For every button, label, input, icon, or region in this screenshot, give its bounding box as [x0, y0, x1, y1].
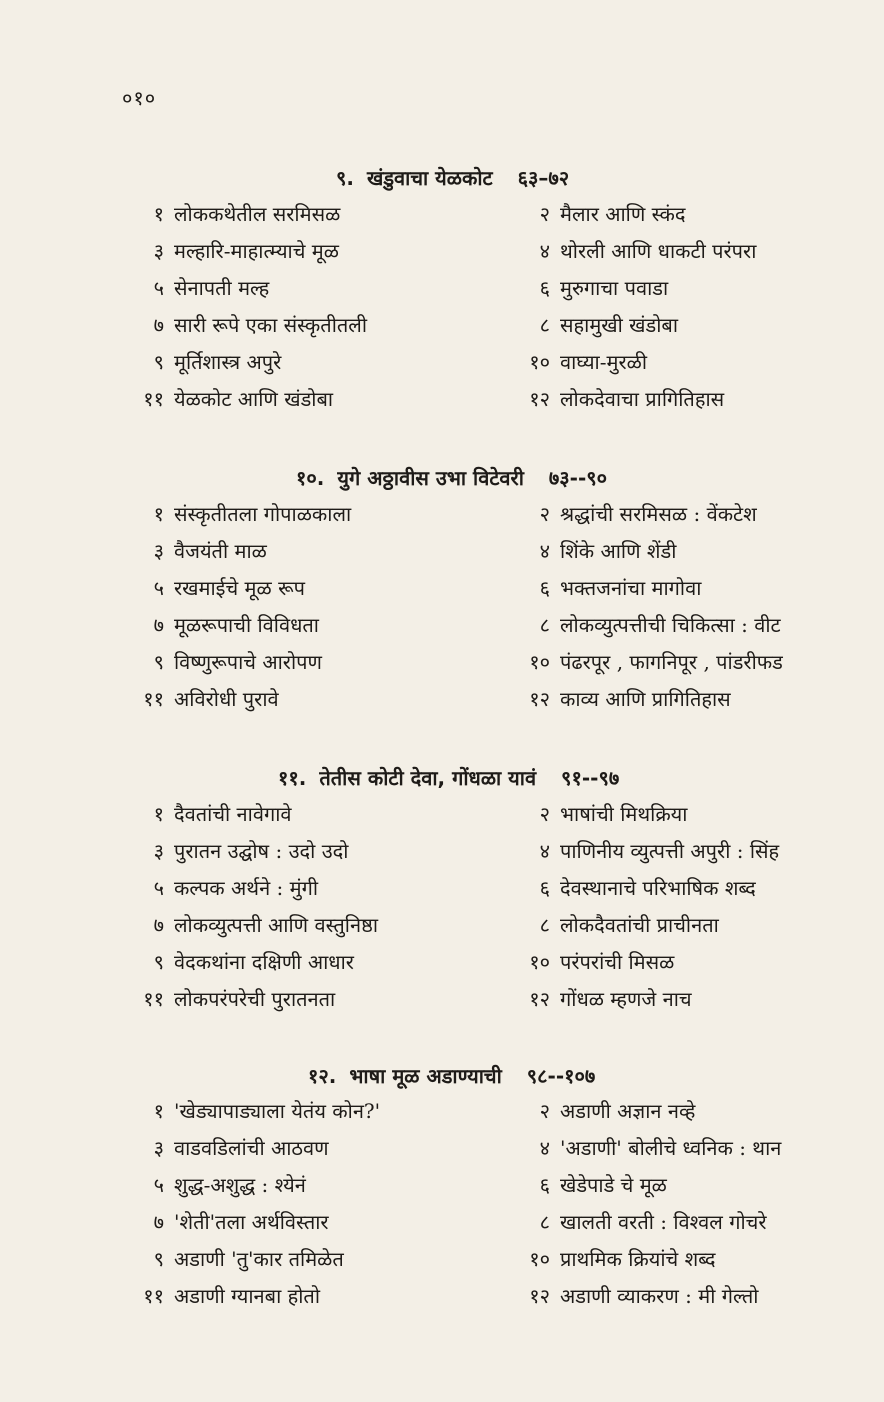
toc-entry	[524, 948, 674, 975]
toc-entry	[138, 1097, 380, 1124]
toc-entry	[524, 611, 781, 638]
entry-number: १	[153, 802, 164, 826]
entry-text: मूर्तिशास्त्र अपुरे	[174, 350, 282, 374]
entry-text: पुरातन उद्घोष : उदो उदो	[174, 839, 349, 863]
page-number: ०१०	[122, 86, 157, 110]
toc-row	[0, 537, 884, 574]
entry-number: ११	[143, 687, 164, 711]
chapter-heading	[308, 1062, 595, 1089]
entry-text: अडाणी व्याकरण : मी गेल्तो	[560, 1284, 759, 1308]
toc-entry	[524, 1134, 781, 1161]
entry-text: येळकोट आणि खंडोबा	[174, 387, 334, 411]
toc-entry	[524, 648, 783, 675]
entry-text: लोकव्युत्पत्ती आणि वस्तुनिष्ठा	[174, 913, 379, 937]
entry-text: शिंके आणि शेंडी	[560, 539, 677, 563]
toc-entry	[524, 311, 678, 338]
entry-text: सारी रूपे एका संस्कृतीतली	[174, 313, 368, 337]
toc-row	[0, 311, 884, 348]
entry-number: १२	[529, 687, 550, 711]
entry-number: ६	[539, 876, 550, 900]
entry-number: ५	[153, 576, 164, 600]
toc-row	[0, 1208, 884, 1245]
entry-number: ७	[153, 913, 164, 937]
entry-number: ६	[539, 276, 550, 300]
chapter-number: ११.	[278, 766, 307, 790]
chapter-heading	[336, 164, 569, 191]
toc-row	[0, 274, 884, 311]
toc-row	[0, 574, 884, 611]
toc-row	[0, 837, 884, 874]
toc-entry	[524, 348, 647, 375]
toc-entry	[138, 1171, 306, 1198]
entry-text: सेनापती मल्ह	[174, 276, 270, 300]
toc-row	[0, 874, 884, 911]
entry-text: प्राथमिक क्रियांचे शब्द	[560, 1247, 716, 1271]
toc-row	[0, 800, 884, 837]
entry-number: १	[153, 502, 164, 526]
toc-entry	[524, 500, 757, 527]
entry-text: देवस्थानाचे परिभाषिक शब्द	[560, 876, 756, 900]
chapter-title: तेतीस कोटी देवा, गोंधळा यावं	[319, 766, 537, 790]
entry-text: लोकव्युत्पत्तीची चिकित्सा : वीट	[560, 613, 781, 637]
entry-number: ८	[539, 313, 550, 337]
chapter-pages: ९१--९७	[561, 766, 620, 790]
entry-number: ४	[539, 839, 550, 863]
entry-text: 'खेड्यापाड्याला येतंय कोन?'	[174, 1099, 381, 1123]
entry-text: मल्हारि-माहात्म्याचे मूळ	[174, 239, 339, 263]
entry-text: रखमाईचे मूळ रूप	[174, 576, 305, 600]
entry-text: परंपरांची मिसळ	[560, 950, 675, 974]
toc-entry	[524, 274, 668, 301]
chapter-title: युगे अठ्ठावीस उभा विटेवरी	[337, 466, 524, 490]
entry-number: ८	[539, 913, 550, 937]
entry-number: १०	[529, 650, 550, 674]
entry-number: ९	[153, 350, 164, 374]
toc-entry	[138, 574, 305, 601]
toc-entry	[138, 911, 378, 938]
toc-entry	[524, 1245, 715, 1272]
entry-number: ३	[153, 239, 164, 263]
entry-number: ४	[539, 539, 550, 563]
entry-text: मैलार आणि स्कंद	[560, 202, 686, 226]
entry-number: १	[153, 202, 164, 226]
toc-entry	[138, 348, 281, 375]
toc-row	[0, 911, 884, 948]
toc-row	[0, 1282, 884, 1319]
toc-entry	[138, 874, 318, 901]
entry-number: ९	[153, 650, 164, 674]
chapter-number: १०.	[296, 466, 325, 490]
toc-entry	[138, 837, 348, 864]
entry-text: 'शेती'तला अर्थविस्तार	[174, 1210, 329, 1234]
entry-text: पाणिनीय व्युत्पत्ती अपुरी : सिंह	[560, 839, 780, 863]
entry-text: थोरली आणि धाकटी परंपरा	[560, 239, 757, 263]
entry-text: 'अडाणी' बोलीचे ध्वनिक : थान	[560, 1136, 782, 1160]
entry-text: भक्तजनांचा मागोवा	[560, 576, 702, 600]
entry-number: ११	[143, 1284, 164, 1308]
chapter-pages: ९८--१०७	[526, 1064, 596, 1088]
toc-row	[0, 948, 884, 985]
entry-number: ७	[153, 613, 164, 637]
toc-row	[0, 985, 884, 1022]
entry-text: पंढरपूर , फागनिपूर , पांडरीफड	[560, 650, 783, 674]
entry-number: ८	[539, 1210, 550, 1234]
toc-entry	[138, 1134, 329, 1161]
toc-entry	[524, 685, 731, 712]
toc-entry	[138, 985, 335, 1012]
entry-text: खेडेपाडे चे मूळ	[560, 1173, 667, 1197]
toc-entry	[138, 311, 367, 338]
entry-text: लोकदैवतांची प्राचीनता	[560, 913, 719, 937]
entry-number: ९	[153, 950, 164, 974]
toc-entry	[138, 200, 340, 227]
toc-entry	[524, 200, 685, 227]
toc-entry	[524, 911, 719, 938]
entry-text: अडाणी 'तु'कार तमिळेत	[174, 1247, 344, 1271]
entry-number: २	[539, 502, 550, 526]
toc-row	[0, 348, 884, 385]
entry-text: अडाणी ग्यानबा होतो	[174, 1284, 320, 1308]
toc-entry	[138, 1282, 320, 1309]
entry-number: २	[539, 1099, 550, 1123]
toc-row	[0, 385, 884, 422]
entry-number: ५	[153, 876, 164, 900]
entry-number: ४	[539, 1136, 550, 1160]
toc-entry	[138, 648, 322, 675]
toc-entry	[138, 800, 292, 827]
entry-text: वाडवडिलांची आठवण	[174, 1136, 329, 1160]
toc-entry	[524, 874, 756, 901]
chapter-pages: ७३--९०	[548, 466, 608, 490]
entry-number: ५	[153, 1173, 164, 1197]
entry-number: ४	[539, 239, 550, 263]
entry-number: ३	[153, 539, 164, 563]
toc-entry	[524, 837, 779, 864]
entry-text: लोककथेतील सरमिसळ	[174, 202, 341, 226]
entry-number: ७	[153, 1210, 164, 1234]
toc-row	[0, 685, 884, 722]
entry-number: ३	[153, 1136, 164, 1160]
entry-text: लोकदेवाचा प्रागितिहास	[560, 387, 725, 411]
toc-entry	[138, 385, 333, 412]
chapter-number: १२.	[308, 1064, 337, 1088]
toc-entry	[138, 274, 269, 301]
entry-text: वाघ्या-मुरळी	[560, 350, 647, 374]
entry-number: ६	[539, 576, 550, 600]
toc-entry	[524, 800, 687, 827]
toc-entry	[138, 948, 354, 975]
toc-row	[0, 500, 884, 537]
entry-number: ८	[539, 613, 550, 637]
toc-entry	[138, 537, 267, 564]
entry-number: २	[539, 802, 550, 826]
toc-entry	[524, 985, 692, 1012]
entry-number: १२	[529, 387, 550, 411]
toc-entry	[524, 1097, 695, 1124]
toc-entry	[524, 1208, 767, 1235]
entry-text: सहामुखी खंडोबा	[560, 313, 679, 337]
toc-entry	[138, 1245, 344, 1272]
chapter-title: भाषा मूळ अडाण्याची	[349, 1064, 502, 1088]
entry-text: विष्णुरूपाचे आरोपण	[174, 650, 322, 674]
chapter-title: खंडुवाचा येळकोट	[366, 166, 493, 190]
entry-text: वेदकथांना दक्षिणी आधार	[174, 950, 354, 974]
entry-text: गोंधळ म्हणजे नाच	[560, 987, 692, 1011]
entry-number: ३	[153, 839, 164, 863]
entry-text: मूळरूपाची विविधता	[174, 613, 319, 637]
entry-number: १	[153, 1099, 164, 1123]
toc-entry	[138, 1208, 329, 1235]
entry-text: दैवतांची नावेगावे	[174, 802, 292, 826]
toc-entry	[524, 385, 724, 412]
toc-entry	[138, 500, 351, 527]
toc-row	[0, 648, 884, 685]
entry-number: ७	[153, 313, 164, 337]
toc-entry	[524, 537, 676, 564]
toc-row	[0, 1245, 884, 1282]
entry-number: २	[539, 202, 550, 226]
entry-number: ९	[153, 1247, 164, 1271]
entry-text: कल्पक अर्थने : मुंगी	[174, 876, 319, 900]
entry-text: वैजयंती माळ	[174, 539, 267, 563]
toc-row	[0, 1134, 884, 1171]
toc-row	[0, 1171, 884, 1208]
toc-row	[0, 1097, 884, 1134]
entry-text: लोकपरंपरेची पुरातनता	[174, 987, 336, 1011]
toc-entry	[524, 1282, 759, 1309]
entry-number: ६	[539, 1173, 550, 1197]
toc-entry	[138, 611, 319, 638]
toc-row	[0, 611, 884, 648]
chapter-pages: ६३–७२	[517, 166, 570, 190]
toc-entry	[138, 237, 339, 264]
entry-number: ११	[143, 987, 164, 1011]
entry-number: ११	[143, 387, 164, 411]
entry-number: १२	[529, 1284, 550, 1308]
chapter-heading	[296, 464, 607, 491]
entry-text: अडाणी अज्ञान नव्हे	[560, 1099, 696, 1123]
entry-number: १०	[529, 1247, 550, 1271]
toc-row	[0, 237, 884, 274]
entry-text: शुद्ध-अशुद्ध : श्येनं	[174, 1173, 306, 1197]
toc-entry	[524, 1171, 667, 1198]
chapter-number: ९.	[336, 166, 354, 190]
toc-entry	[524, 237, 756, 264]
entry-text: मुरुगाचा पवाडा	[560, 276, 669, 300]
entry-number: ५	[153, 276, 164, 300]
chapter-heading	[278, 764, 619, 791]
entry-text: संस्कृतीतला गोपाळकाला	[174, 502, 352, 526]
entry-text: भाषांची मिथक्रिया	[560, 802, 688, 826]
entry-text: अविरोधी पुरावे	[174, 687, 279, 711]
entry-number: १०	[529, 350, 550, 374]
entry-number: १०	[529, 950, 550, 974]
entry-number: १२	[529, 987, 550, 1011]
entry-text: काव्य आणि प्रागितिहास	[560, 687, 731, 711]
toc-entry	[524, 574, 701, 601]
entry-text: खालती वरती : विश्वल गोचरे	[560, 1210, 767, 1234]
entry-text: श्रद्धांची सरमिसळ : वेंकटेश	[560, 502, 757, 526]
toc-entry	[138, 685, 279, 712]
toc-row	[0, 200, 884, 237]
